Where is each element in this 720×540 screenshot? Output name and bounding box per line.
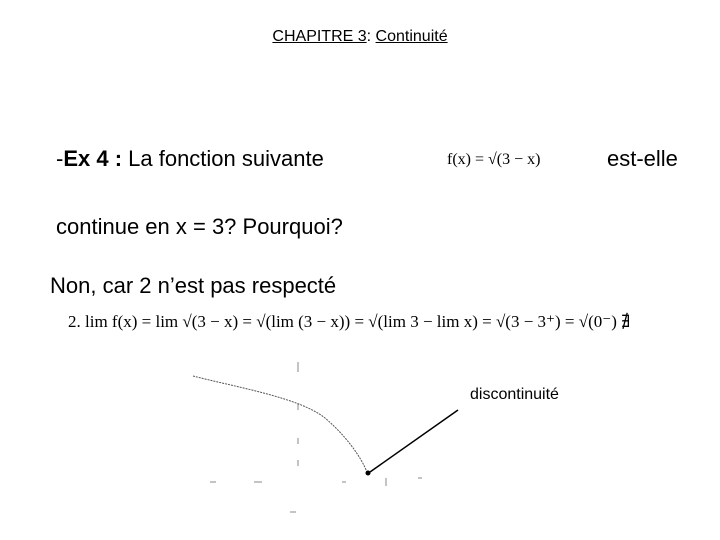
function-curve (193, 376, 367, 472)
discontinuity-arrow (370, 410, 458, 472)
chapter-topic: Continuité (375, 28, 448, 45)
title-separator: : (366, 28, 376, 45)
answer-text: Non, car 2 n’est pas respecté (50, 273, 337, 298)
exercise-suffix: est-elle (607, 146, 678, 171)
discontinuity-label: discontinuité (470, 386, 559, 403)
function-formula: f(x) = √(3 − x) (447, 151, 541, 168)
exercise-label: Ex 4 : (63, 146, 123, 171)
x-axis-ticks (210, 478, 422, 486)
exercise-text: La fonction suivante (122, 146, 324, 171)
limit-computation: 2. lim f(x) = lim √(3 − x) = √(lim (3 − x)) = √(lim 3 − lim x) = √(3 − 3⁺) = √(0⁻) ∄ (68, 312, 631, 331)
y-axis-ticks (290, 362, 298, 512)
exercise-question: continue en x = 3? Pourquoi? (56, 214, 343, 239)
discontinuity-point (366, 471, 371, 476)
chapter-label: CHAPITRE 3 (272, 28, 367, 45)
exercise-prefix: - (56, 146, 64, 171)
